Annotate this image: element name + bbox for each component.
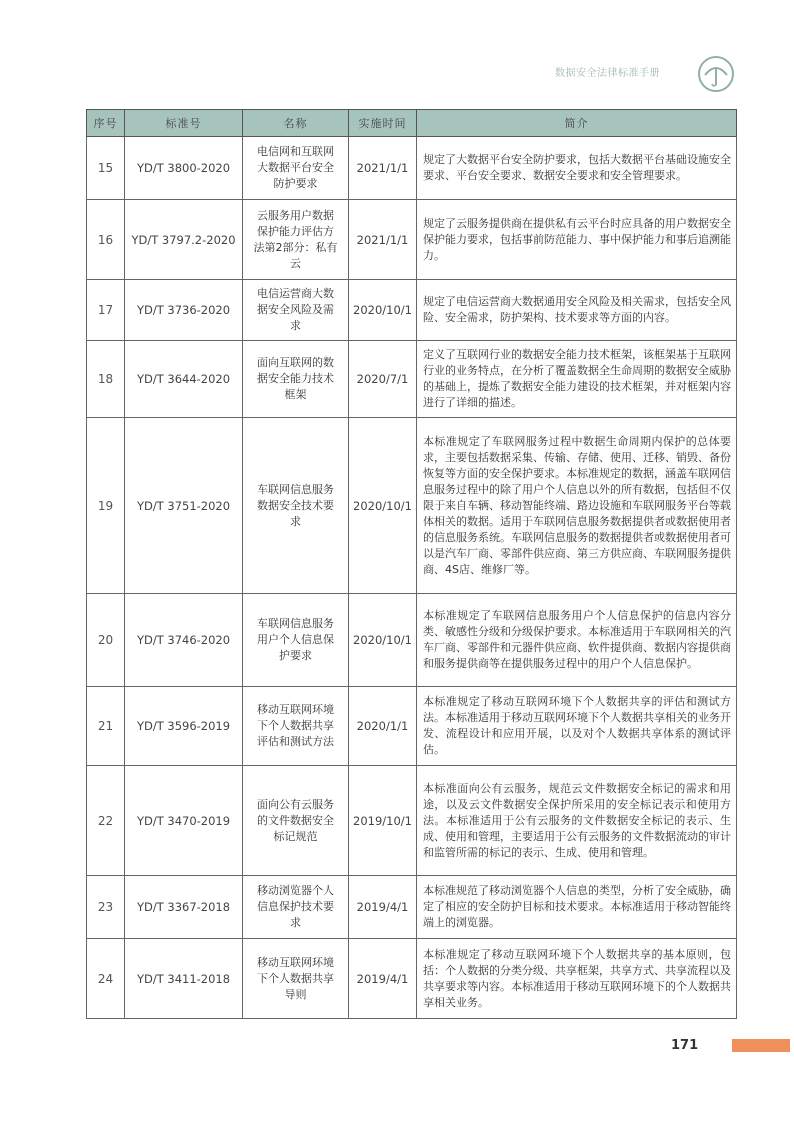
table-row [87, 876, 737, 939]
row-effective-date: 2019/10/1 [349, 766, 417, 876]
row-standard-code: YD/T 3644-2020 [125, 341, 243, 418]
running-header-title: 数据安全法律标准手册 [555, 68, 660, 79]
table-row [87, 766, 737, 876]
row-standard-code: YD/T 3736-2020 [125, 280, 243, 341]
row-description: 本标准规定了车联网服务过程中数据生命周期内保护的总体要求，主要包括数据采集、传输、存储、使用、迁移、销毁、备份恢复等方面的安全保护要求。本标准规定的数据，涵盖车联网信息服务过程中的除了用户个人信息以外的所有数据，包括但不仅限于来自车辆、移动智能终端、路边设施和车联网服务平台等载体相关的数据。适用于车联网信息服务数据提供者或数据使用者的信息服务系统。车联网信息服务的数据提供者或数据使用者可以是汽车厂商、零部件供应商、第三方供应商、车联网服务提供商、4S店、维修厂等。 [417, 418, 737, 594]
header-standard-code: 标准号 [125, 110, 243, 137]
row-effective-date: 2020/7/1 [349, 341, 417, 418]
row-description: 本标准面向公有云服务，规范云文件数据安全标记的需求和用途，以及云文件数据安全保护所采用的安全标记表示和使用方法。本标准适用于公有云服务的文件数据安全标记的表示、生成、使用和管理，主要适用于公有云服务的文件数据流动的审计和监管所需的标记的表示、生成、使用和管理。 [417, 766, 737, 876]
row-effective-date: 2020/1/1 [349, 687, 417, 766]
standards-table [86, 109, 737, 1019]
row-effective-date: 2020/10/1 [349, 280, 417, 341]
row-standard-code: YD/T 3470-2019 [125, 766, 243, 876]
row-name: 云服务用户数据保护能力评估方法第2部分：私有云 [243, 200, 349, 280]
row-name: 车联网信息服务数据安全技术要求 [243, 418, 349, 594]
row-index: 17 [87, 280, 125, 341]
row-index: 20 [87, 594, 125, 687]
row-description: 本标准规定了移动互联网环境下个人数据共享的评估和测试方法。本标准适用于移动互联网环境下个人数据共享相关的业务开发、流程设计和应用开展，以及对个人数据共享体系的测试评估。 [417, 687, 737, 766]
row-index: 21 [87, 687, 125, 766]
row-standard-code: YD/T 3596-2019 [125, 687, 243, 766]
row-name: 面向公有云服务的文件数据安全标记规范 [243, 766, 349, 876]
header-effective-date: 实施时间 [349, 110, 417, 137]
row-name: 移动互联网环境下个人数据共享评估和测试方法 [243, 687, 349, 766]
row-description: 本标准规定了移动互联网环境下个人数据共享的基本原则，包括：个人数据的分类分级、共享框架，共享方式、共享流程以及共享要求等内容。本标准适用于移动互联网环境下的个人数据共享相关业务。 [417, 939, 737, 1019]
row-effective-date: 2020/10/1 [349, 594, 417, 687]
row-standard-code: YD/T 3746-2020 [125, 594, 243, 687]
row-standard-code: YD/T 3411-2018 [125, 939, 243, 1019]
row-description: 本标准规定了车联网信息服务用户个人信息保护的信息内容分类、敏感性分级和分级保护要求。本标准适用于车联网相关的汽车厂商、零部件和元器件供应商、软件提供商、数据内容提供商和服务提供商等在提供服务过程中的用户个人信息保护。 [417, 594, 737, 687]
row-standard-code: YD/T 3797.2-2020 [125, 200, 243, 280]
table-row [87, 594, 737, 687]
row-index: 15 [87, 137, 125, 200]
table-row [87, 200, 737, 280]
row-description: 规定了大数据平台安全防护要求，包括大数据平台基础设施安全要求、平台安全要求、数据安全要求和安全管理要求。 [417, 137, 737, 200]
row-index: 23 [87, 876, 125, 939]
row-effective-date: 2021/1/1 [349, 137, 417, 200]
row-description: 本标准规范了移动浏览器个人信息的类型，分析了安全威胁，确定了相应的安全防护目标和技术要求。本标准适用于移动智能终端上的浏览器。 [417, 876, 737, 939]
page-accent-bar [732, 1039, 790, 1052]
page-number: 171 [671, 1038, 699, 1053]
row-description: 规定了云服务提供商在提供私有云平台时应具备的用户数据安全保护能力要求，包括事前防范能力、事中保护能力和事后追溯能力。 [417, 200, 737, 280]
row-name: 移动互联网环境下个人数据共享导则 [243, 939, 349, 1019]
row-standard-code: YD/T 3800-2020 [125, 137, 243, 200]
row-index: 22 [87, 766, 125, 876]
umbrella-shield-icon [697, 55, 735, 93]
row-standard-code: YD/T 3367-2018 [125, 876, 243, 939]
row-name: 电信运营商大数据安全风险及需求 [243, 280, 349, 341]
row-index: 16 [87, 200, 125, 280]
table-row [87, 939, 737, 1019]
row-name: 面向互联网的数据安全能力技术框架 [243, 341, 349, 418]
table-header-row [87, 110, 737, 137]
row-name: 电信网和互联网大数据平台安全防护要求 [243, 137, 349, 200]
row-description: 定义了互联网行业的数据安全能力技术框架，该框架基于互联网行业的业务特点，在分析了覆盖数据全生命周期的数据安全威胁的基础上，提炼了数据安全能力建设的技术框架，并对框架内容进行了详细的描述。 [417, 341, 737, 418]
row-index: 19 [87, 418, 125, 594]
standards-table-wrapper [86, 109, 736, 1019]
row-index: 18 [87, 341, 125, 418]
row-effective-date: 2020/10/1 [349, 418, 417, 594]
header-name: 名称 [243, 110, 349, 137]
header-description: 简介 [417, 110, 737, 137]
table-row [87, 341, 737, 418]
row-standard-code: YD/T 3751-2020 [125, 418, 243, 594]
table-row [87, 280, 737, 341]
row-description: 规定了电信运营商大数据通用安全风险及相关需求，包括安全风险、安全需求，防护架构、技术要求等方面的内容。 [417, 280, 737, 341]
table-row [87, 687, 737, 766]
row-effective-date: 2021/1/1 [349, 200, 417, 280]
header-index: 序号 [87, 110, 125, 137]
row-name: 车联网信息服务用户个人信息保护要求 [243, 594, 349, 687]
table-row [87, 137, 737, 200]
table-row [87, 418, 737, 594]
row-effective-date: 2019/4/1 [349, 939, 417, 1019]
row-effective-date: 2019/4/1 [349, 876, 417, 939]
row-index: 24 [87, 939, 125, 1019]
row-name: 移动浏览器个人信息保护技术要求 [243, 876, 349, 939]
